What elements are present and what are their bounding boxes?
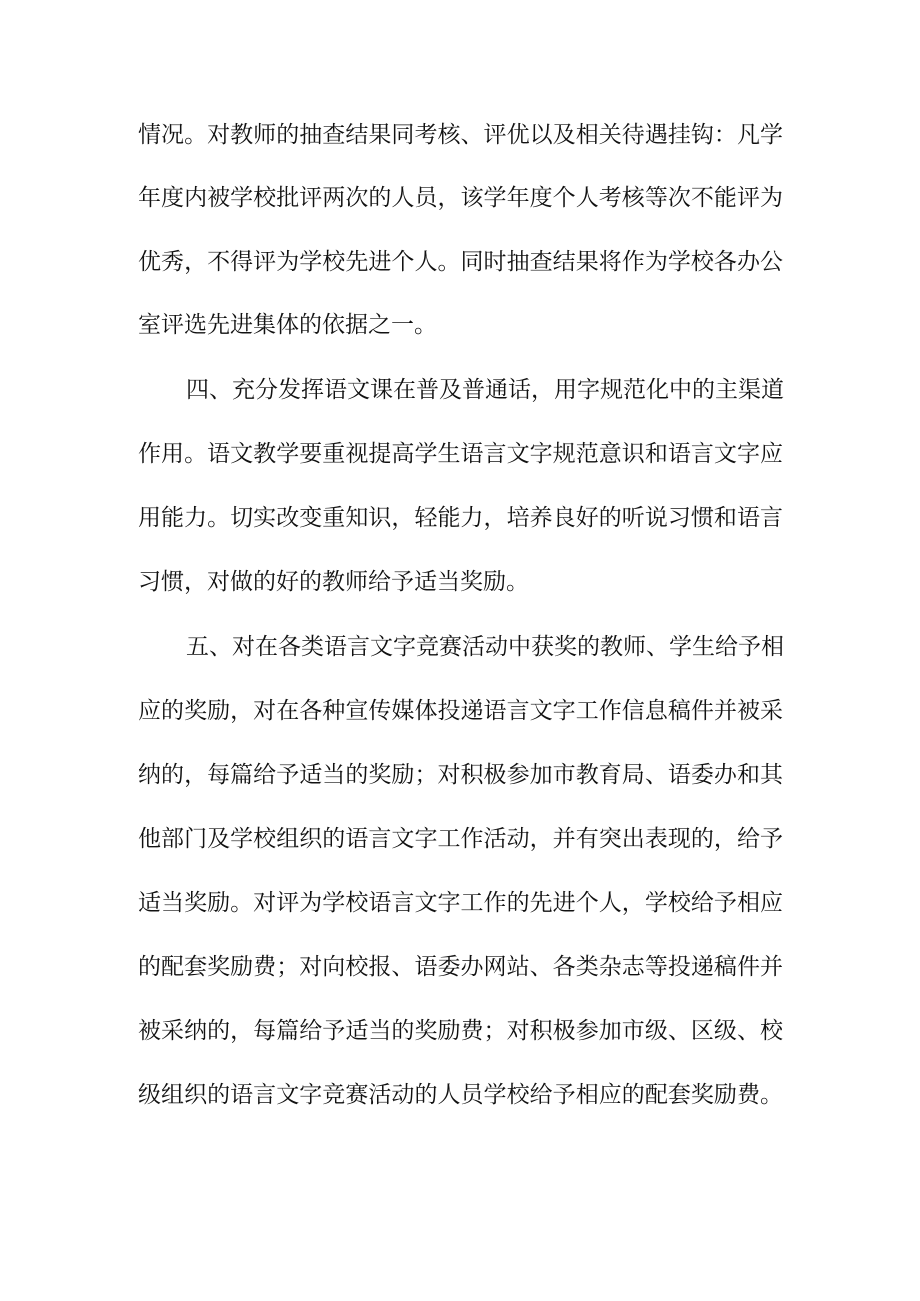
paragraph-2-line-3: 用能力。切实改变重知识，轻能力，培养良好的听说习惯和语言 [138, 505, 783, 531]
paragraph-3-line-4: 他部门及学校组织的语言文字工作活动，并有突出表现的，给予 [138, 826, 783, 852]
paragraph-3-line-8: 级组织的语言文字竞赛活动的人员学校给予相应的配套奖励费。 [138, 1082, 783, 1108]
paragraph-3-line-7: 被采纳的，每篇给予适当的奖励费；对积极参加市级、区级、校 [138, 1018, 783, 1044]
paragraph-3-line-1: 五、对在各类语言文字竞赛活动中获奖的教师、学生给予相 [186, 634, 784, 660]
paragraph-1-line-4: 室评选先进集体的依据之一。 [138, 312, 437, 338]
paragraph-2-line-1: 四、充分发挥语文课在普及普通话，用字规范化中的主渠道 [186, 377, 784, 403]
paragraph-3-line-2: 应的奖励，对在各种宣传媒体投递语言文字工作信息稿件并被采 [138, 698, 783, 724]
paragraph-3-line-3: 纳的，每篇给予适当的奖励；对积极参加市教育局、语委办和其 [138, 762, 783, 788]
paragraph-3-line-5: 适当奖励。对评为学校语言文字工作的先进个人，学校给予相应 [138, 890, 783, 916]
paragraph-1-line-2: 年度内被学校批评两次的人员，该学年度个人考核等次不能评为 [138, 185, 783, 211]
paragraph-3-line-6: 的配套奖励费；对向校报、语委办网站、各类杂志等投递稿件并 [138, 954, 783, 980]
paragraph-1-line-3: 优秀，不得评为学校先进个人。同时抽查结果将作为学校各办公 [138, 249, 783, 275]
paragraph-1-line-1: 情况。对教师的抽查结果同考核、评优以及相关待遇挂钩：凡学 [138, 122, 783, 148]
paragraph-2-line-4: 习惯，对做的好的教师给予适当奖励。 [138, 569, 529, 595]
paragraph-2-line-2: 作用。语文教学要重视提高学生语言文字规范意识和语言文字应 [138, 441, 783, 467]
